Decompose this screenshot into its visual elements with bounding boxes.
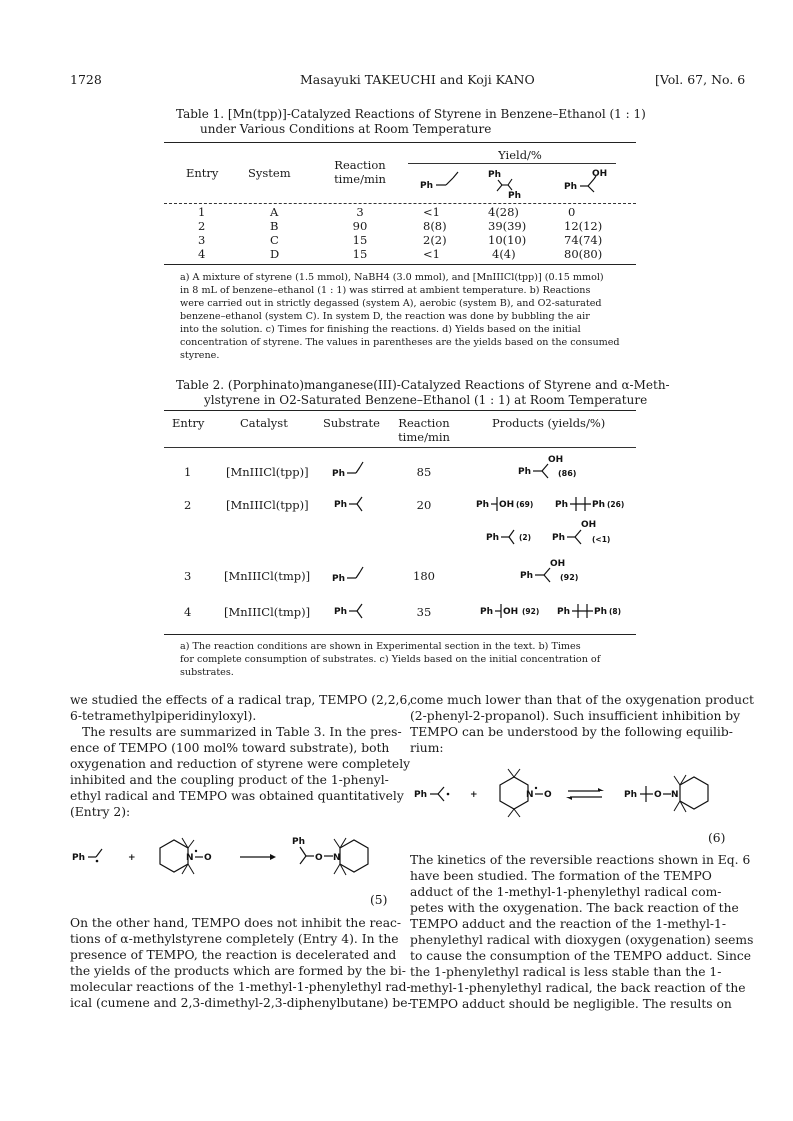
- o-label: O: [654, 790, 662, 800]
- left-para1-line2: 6-tetramethylpiperidinyloxyl).: [70, 709, 257, 723]
- ph-label: Ph: [594, 607, 608, 617]
- table2-row2-catalyst: [MnIIICl(tpp)]: [226, 498, 309, 512]
- table1-row1-yield2: 4(28): [488, 205, 519, 219]
- table1-row4-yield1: <1: [423, 247, 440, 261]
- table2-row3-time: 180: [413, 569, 435, 583]
- table2-row4-time: 35: [416, 605, 432, 619]
- table1-row2-yield3: 12(12): [564, 219, 603, 233]
- oh-label: OH: [503, 607, 519, 617]
- plus-sign: +: [470, 790, 478, 800]
- running-authors: Masayuki TAKEUCHI and Koji KANO: [300, 72, 535, 87]
- ph-label: Ph: [624, 790, 638, 800]
- yield-label: (69): [516, 500, 534, 509]
- table1-row3-entry: 3: [198, 233, 206, 247]
- table1-note-3: were carried out in strictly degassed (system A), aerobic (system B), and O2-saturated: [180, 298, 602, 309]
- table1-caption-line2: under Various Conditions at Room Temperature: [200, 122, 492, 136]
- ph-label: Ph: [332, 574, 346, 584]
- oh-label: OH: [592, 169, 608, 179]
- table1-note-2: in 8 mL of benzene–ethanol (1 : 1) was stirred at ambient temperature. b) Reactions: [180, 285, 591, 296]
- table1-row2-entry: 2: [198, 219, 206, 233]
- left-para2-line4: the yields of the products which are formed by the bi-: [70, 964, 406, 978]
- table1-row3-time: 15: [352, 233, 368, 247]
- ph-label: Ph: [564, 182, 578, 192]
- table2-row1-entry: 1: [184, 465, 192, 479]
- right-para2-line5: TEMPO adduct and the reaction of the 1-methyl-1-: [410, 917, 727, 931]
- table1-bottom-rule: [164, 264, 636, 265]
- right-para2-line2: have been studied. The formation of the TEMPO: [410, 869, 712, 883]
- yield-label: (8): [609, 607, 622, 616]
- table1-row3-yield2: 10(10): [488, 233, 527, 247]
- yield-label: (<1): [592, 535, 611, 544]
- table1-row1-yield1: <1: [423, 205, 440, 219]
- left-para1-line7: ethyl radical and TEMPO was obtained quantitatively: [70, 789, 404, 803]
- product-dimethyldiphenylbutane-4: [557, 601, 637, 623]
- table2-top-rule: [164, 410, 636, 411]
- product-dimethyldiphenylbutane-2: [555, 494, 635, 516]
- ph-label: Ph: [592, 500, 606, 510]
- left-para2-line5: molecular reactions of the 1-methyl-1-phenylethyl rad-: [70, 980, 411, 994]
- n-label: N: [333, 853, 341, 863]
- ph-label: Ph: [292, 837, 306, 847]
- table1-row3-yield1: 2(2): [423, 233, 447, 247]
- table1-header-system: System: [248, 166, 291, 180]
- product-hydroxy-2: [552, 518, 632, 548]
- o-label: O: [544, 790, 552, 800]
- substrate-styrene-1: [332, 462, 372, 480]
- journal-volume: [Vol. 67, No. 6: [655, 72, 746, 87]
- right-para2-line6: phenylethyl radical with dioxygen (oxygenation) seems: [410, 933, 754, 947]
- table1-row2-yield1: 8(8): [423, 219, 447, 233]
- right-para1-line1: come much lower than that of the oxygenation product: [410, 693, 754, 707]
- table1-header-entry: Entry: [186, 166, 219, 180]
- table2-row2-time: 20: [416, 498, 432, 512]
- oh-label: OH: [499, 500, 515, 510]
- table1-row4-entry: 4: [198, 247, 206, 261]
- right-para1-line4: rium:: [410, 741, 444, 755]
- table1-row1-entry: 1: [198, 205, 206, 219]
- table1-header-time: time/min: [334, 172, 386, 186]
- right-para2-line7: to cause the consumption of the TEMPO adduct. Since: [410, 949, 752, 963]
- table1-row4-yield2: 4(4): [492, 247, 516, 261]
- right-para2-line4: petes with the oxygenation. The back reaction of the: [410, 901, 739, 915]
- n-label: N: [526, 790, 534, 800]
- ph-label: Ph: [508, 191, 522, 201]
- left-para1-line4: ence of TEMPO (100 mol% toward substrate), both: [70, 741, 390, 755]
- product-phenylethanol-1: [518, 454, 588, 484]
- table1-row4-time: 15: [352, 247, 368, 261]
- substrate-styrene-3: [332, 567, 372, 585]
- ph-label: Ph: [552, 533, 566, 543]
- table1-row1-system: A: [270, 205, 279, 219]
- right-para1-line3: TEMPO can be understood by the following equilib-: [410, 725, 733, 739]
- ph-label: Ph: [334, 607, 348, 617]
- table1-row3-system: C: [270, 233, 279, 247]
- left-para1-line3: The results are summarized in Table 3. In the pres-: [82, 725, 402, 739]
- oh-label: OH: [581, 520, 597, 530]
- table2-caption-line2: ylstyrene in O2-Saturated Benzene–Ethanol (1 : 1) at Room Temperature: [204, 393, 648, 407]
- left-para2-line1: On the other hand, TEMPO does not inhibit the reac-: [70, 916, 402, 930]
- table2-caption-line1: Table 2. (Porphinato)manganese(III)-Catalyzed Reactions of Styrene and α-Meth-: [176, 378, 670, 392]
- ph-label: Ph: [72, 853, 86, 863]
- equation-5-number: (5): [370, 893, 388, 907]
- table2-header-time: time/min: [398, 430, 450, 444]
- phenylethanol-structure-header: [564, 167, 614, 195]
- table1-row1-yield3: 0: [568, 205, 576, 219]
- table2-row4-catalyst: [MnIIICl(tmp)]: [224, 605, 311, 619]
- o-label: O: [315, 853, 323, 863]
- styrene-structure-header: [420, 170, 470, 196]
- table2-row3-entry: 3: [184, 569, 192, 583]
- table1-header-rule: [164, 203, 636, 204]
- substrate-methylstyrene-4: [334, 601, 374, 623]
- right-para2-line9: methyl-1-phenylethyl radical, the back reaction of the: [410, 981, 746, 995]
- o-label: O: [204, 853, 212, 863]
- right-para2-line3: adduct of the 1-methyl-1-phenylethyl radical com-: [410, 885, 722, 899]
- table1-yield-rule: [408, 163, 616, 164]
- left-para2-line2: tions of α-methylstyrene completely (Entry 4). In the: [70, 932, 399, 946]
- yield-label: (92): [522, 607, 540, 616]
- table2-note-1: a) The reaction conditions are shown in Experimental section in the text. b) Times: [180, 641, 581, 652]
- equation-5-scheme: [70, 830, 390, 890]
- table2-header-reaction: Reaction: [398, 416, 450, 430]
- ph-label: Ph: [520, 571, 534, 581]
- table1-note-1: a) A mixture of styrene (1.5 mmol), NaBH4 (3.0 mmol), and [MnIIICl(tpp)] (0.15 mmol): [180, 272, 604, 283]
- table1-note-4: benzene–ethanol (system C). In system D, the reaction was done by bubbling the air: [180, 311, 590, 322]
- table1-header-reaction: Reaction: [334, 158, 386, 172]
- table2-header-entry: Entry: [172, 416, 205, 430]
- table2-row2-entry: 2: [184, 498, 192, 512]
- left-para2-line3: presence of TEMPO, the reaction is decelerated and: [70, 948, 397, 962]
- right-para2-line10: TEMPO adduct should be negligible. The results on: [410, 997, 732, 1011]
- left-para1-line5: oxygenation and reduction of styrene were completely: [70, 757, 411, 771]
- plus-sign: +: [128, 853, 136, 863]
- table1-note-7: styrene.: [180, 350, 220, 361]
- table1-row2-system: B: [270, 219, 279, 233]
- table2-header-rule: [164, 447, 636, 448]
- yield-label: (86): [558, 469, 577, 478]
- oh-label: OH: [548, 455, 564, 465]
- product-cumylalcohol-4: [480, 601, 550, 623]
- ph-label: Ph: [414, 790, 428, 800]
- page-number: 1728: [70, 72, 102, 87]
- table1-row3-yield3: 74(74): [564, 233, 603, 247]
- table2-bottom-rule: [164, 634, 636, 635]
- table1-row4-yield3: 80(80): [564, 247, 603, 261]
- left-para1-line6: inhibited and the coupling product of the 1-phenyl-: [70, 773, 389, 787]
- table1-row2-time: 90: [352, 219, 368, 233]
- n-label: N: [671, 790, 679, 800]
- table2-row1-catalyst: [MnIIICl(tpp)]: [226, 465, 309, 479]
- ph-label: Ph: [555, 500, 569, 510]
- ph-label: Ph: [420, 181, 434, 191]
- table2-row1-time: 85: [416, 465, 432, 479]
- ph-label: Ph: [557, 607, 571, 617]
- table2-header-catalyst: Catalyst: [240, 416, 288, 430]
- table2-header-products: Products (yields/%): [492, 416, 606, 430]
- ph-label: Ph: [334, 500, 348, 510]
- ph-label: Ph: [486, 533, 500, 543]
- left-para1-line8: (Entry 2):: [70, 805, 131, 819]
- table2-note-2: for complete consumption of substrates. c) Yields based on the initial concentration of: [180, 654, 601, 665]
- product-cumylalcohol-2: [476, 494, 546, 516]
- right-para2-line8: the 1-phenylethyl radical is less stable than the 1-: [410, 965, 722, 979]
- table1-row1-time: 3: [356, 205, 364, 219]
- product-phenylethanol-3: [520, 558, 590, 588]
- equation-6-scheme: [410, 765, 730, 825]
- oh-label: OH: [550, 559, 566, 569]
- yield-label: (26): [607, 500, 625, 509]
- ph-label: Ph: [488, 170, 502, 180]
- table1-top-rule: [164, 142, 636, 143]
- substrate-methylstyrene-2: [334, 494, 374, 516]
- equation-6-number: (6): [708, 831, 726, 845]
- n-label: N: [186, 853, 194, 863]
- left-para2-line6: ical (cumene and 2,3-dimethyl-2,3-diphenylbutane) be-: [70, 996, 412, 1010]
- diphenylbutane-structure-header: [488, 168, 528, 200]
- yield-label: (92): [560, 573, 579, 582]
- ph-label: Ph: [518, 467, 532, 477]
- left-para1-line1: we studied the effects of a radical trap, TEMPO (2,2,6,: [70, 693, 412, 707]
- right-para2-line1: The kinetics of the reversible reactions shown in Eq. 6: [410, 853, 751, 867]
- table1-row4-system: D: [270, 247, 280, 261]
- yield-label: (2): [519, 533, 532, 542]
- table2-note-3: substrates.: [180, 667, 234, 678]
- table2-row4-entry: 4: [184, 605, 192, 619]
- table1-caption-line1: Table 1. [Mn(tpp)]-Catalyzed Reactions of Styrene in Benzene–Ethanol (1 : 1): [176, 107, 646, 121]
- table2-header-substrate: Substrate: [323, 416, 380, 430]
- table1-note-6: concentration of styrene. The values in parentheses are the yields based on the consumed: [180, 337, 620, 348]
- table1-row2-yield2: 39(39): [488, 219, 527, 233]
- ph-label: Ph: [332, 469, 346, 479]
- table1-note-5: into the solution. c) Times for finishing the reactions. d) Yields based on the initial: [180, 324, 581, 335]
- table2-row3-catalyst: [MnIIICl(tmp)]: [224, 569, 311, 583]
- ph-label: Ph: [480, 607, 494, 617]
- ph-label: Ph: [476, 500, 490, 510]
- right-para1-line2: (2-phenyl-2-propanol). Such insufficient inhibition by: [410, 709, 741, 723]
- product-methylstyrene-2: [486, 527, 546, 549]
- table1-header-yield: Yield/%: [498, 148, 542, 162]
